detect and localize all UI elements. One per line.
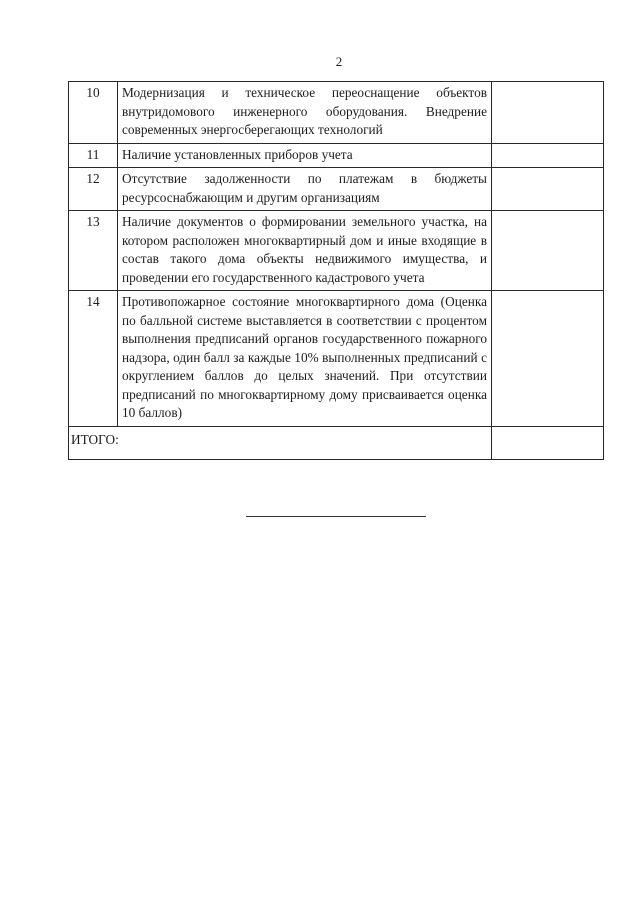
table-row bbox=[69, 143, 604, 168]
table-row bbox=[69, 82, 604, 144]
row-criterion: Противопожарное состояние многоквартирного дома (Оценка по балльной системе выставляется в соответствии с процентом выполнения предписаний органов государственного пожарного надзора, один балл за каждые 10% выполненных предписаний с округлением баллов до целых значений. При отсутствии предписаний по многоквартирному дому присваивается оценка 10 баллов) bbox=[118, 291, 492, 427]
row-number: 11 bbox=[69, 143, 118, 168]
row-number: 12 bbox=[69, 168, 118, 211]
row-criterion: Наличие установленных приборов учета bbox=[118, 143, 492, 168]
row-criterion: Модернизация и техническое переоснащение объектов внутридомового инженерного оборудования. Внедрение современных энергосберегающих технологий bbox=[118, 82, 492, 144]
page-number: 2 bbox=[335, 54, 343, 69]
row-score bbox=[492, 291, 604, 427]
row-number: 13 bbox=[69, 211, 118, 291]
total-row bbox=[69, 426, 604, 459]
table-row bbox=[69, 168, 604, 211]
row-score bbox=[492, 82, 604, 144]
table-row bbox=[69, 291, 604, 427]
row-number: 14 bbox=[69, 291, 118, 427]
row-score bbox=[492, 168, 604, 211]
row-criterion: Отсутствие задолженности по платежам в бюджеты ресурсоснабжающим и другим организациям bbox=[118, 168, 492, 211]
closing-divider bbox=[246, 516, 426, 517]
row-number: 10 bbox=[69, 82, 118, 144]
total-label: ИТОГО: bbox=[69, 426, 492, 459]
table-row bbox=[69, 211, 604, 291]
row-criterion: Наличие документов о формировании земельного участка, на котором расположен многоквартирный дом и иные входящие в состав такого дома объекты недвижимого имущества, и проведении его государственного кадастрового учета bbox=[118, 211, 492, 291]
row-score bbox=[492, 211, 604, 291]
criteria-table bbox=[68, 81, 604, 460]
row-score bbox=[492, 143, 604, 168]
total-score bbox=[492, 426, 604, 459]
